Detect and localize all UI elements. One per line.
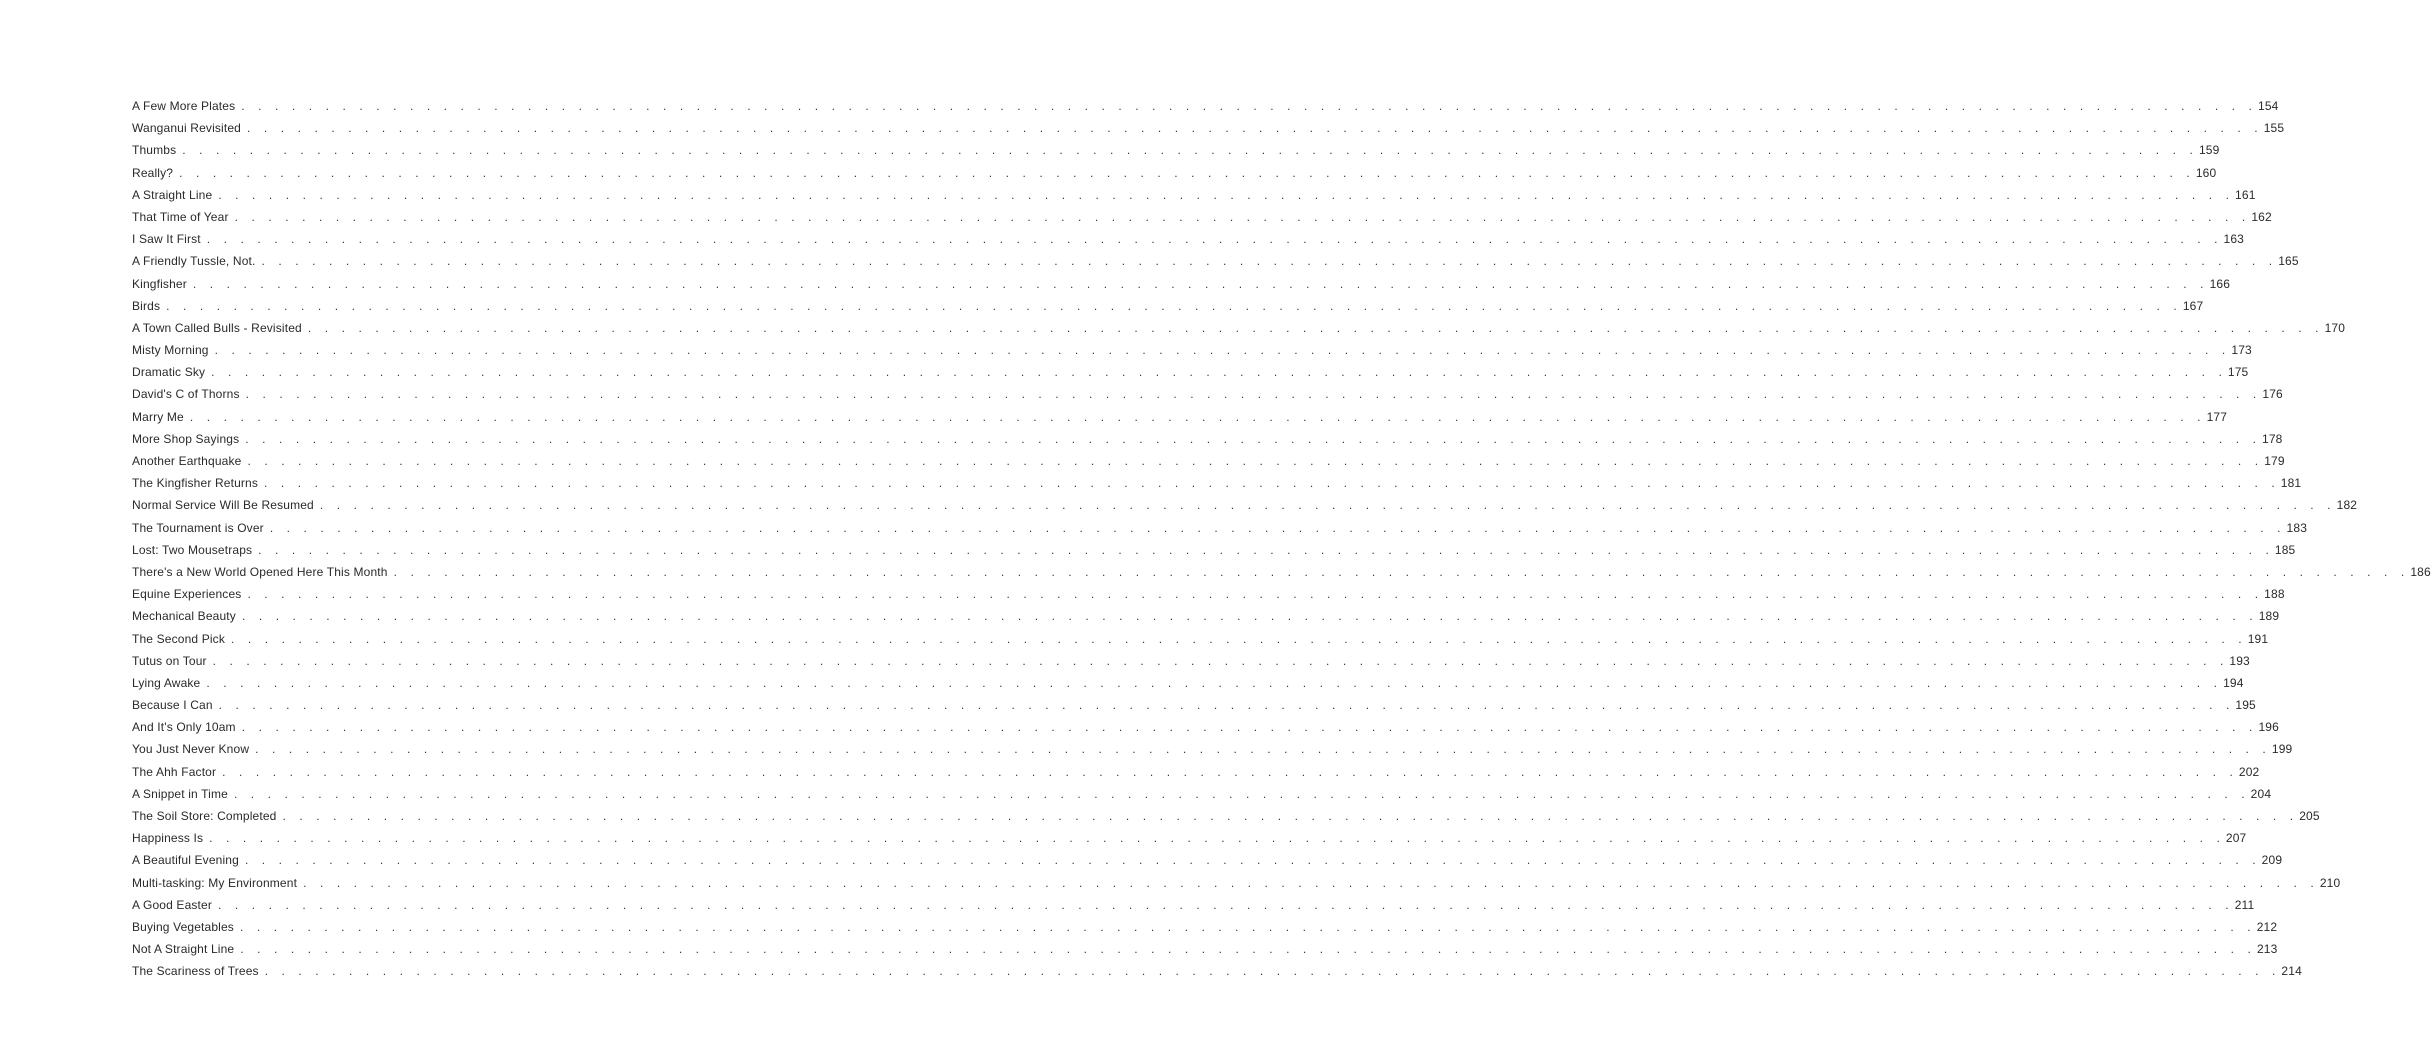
toc-entry-title: A Friendly Tussle, Not.: [132, 254, 256, 269]
toc-entry-page-number: 204: [2250, 786, 2272, 801]
toc-entry[interactable]: [132, 276, 2231, 299]
dot-leader: . . . . . . . . . . . . . . . . . . . . . . . . . . . . . . . . . . . . . . . . . . . . . . . . . . . . . . . . . . . . . . . . . . . . . . . . . . . . . . . . . . . . . . . . . . . . . . . . . . . . . . . . . . . . . . . . . . . . . . . .: [282, 809, 2299, 823]
dot-leader: . . . . . . . . . . . . . . . . . . . . . . . . . . . . . . . . . . . . . . . . . . . . . . . . . . . . . . . . . . . . . . . . . . . . . . . . . . . . . . . . . . . . . . . . . . . . . . . . . . . . . . . . . . . . . . . . . . . . . . . .: [182, 143, 2198, 158]
dot-leader: . . . . . . . . . . . . . . . . . . . . . . . . . . . . . . . . . . . . . . . . . . . . . . . . . . . . . . . . . . . . . . . . . . . . . . . . . . . . . . . . . . . . . . . . . . . . . . . . . . . . . . . . . . . . . . . . . . . . . . . .: [241, 609, 2258, 624]
toc-entry-title: Not A Straight Line: [132, 942, 235, 957]
toc-entry[interactable]: [132, 675, 2244, 698]
toc-entry-title: Multi-tasking: My Environment: [132, 875, 298, 890]
toc-entry-title: The Ahh Factor: [132, 764, 217, 779]
toc-entry[interactable]: [132, 431, 2283, 454]
toc-entry-page-number: 181: [2280, 476, 2302, 491]
toc-entry[interactable]: [132, 498, 2358, 520]
toc-entry[interactable]: [132, 564, 2431, 587]
dot-leader: . . . . . . . . . . . . . . . . . . . . . . . . . . . . . . . . . . . . . . . . . . . . . . . . . . . . . . . . . . . . . . . . . . . . . . . . . . . . . . . . . . . . . . . . . . . . . . . . . . . . . . . . . . . . . . . . . . . . . . . .: [214, 343, 2231, 358]
toc-entry-page-number: 175: [2227, 365, 2249, 380]
toc-entry-page-number: 170: [2324, 320, 2346, 335]
toc-entry[interactable]: [132, 786, 2272, 809]
toc-entry-page-number: 176: [2262, 387, 2283, 402]
toc-entry-title: Misty Morning: [132, 343, 209, 358]
toc-entry-page-number: 210: [2319, 875, 2341, 890]
toc-entry-title: Really?: [132, 165, 174, 180]
toc-entry[interactable]: [132, 720, 2279, 742]
toc-entry[interactable]: [132, 298, 2204, 321]
dot-leader: . . . . . . . . . . . . . . . . . . . . . . . . . . . . . . . . . . . . . . . . . . . . . . . . . . . . . . . . . . . . . . . . . . . . . . . . . . . . . . . . . . . . . . . . . . . . . . . . . . . . . . . . . . . . . . . . . . . . . . . .: [303, 875, 2319, 890]
toc-entry-title: Another Earthquake: [132, 454, 242, 468]
dot-leader: . . . . . . . . . . . . . . . . . . . . . . . . . . . . . . . . . . . . . . . . . . . . . . . . . . . . . . . . . . . . . . . . . . . . . . . . . . . . . . . . . . . . . . . . . . . . . . . . . . . . . . . . . . . . . . . . . . . . . . . .: [212, 653, 2229, 668]
toc-entry-title: David's C of Thorns: [132, 387, 240, 402]
toc-entry-title: The Soil Store: Completed: [132, 809, 277, 823]
table-of-contents: [132, 99, 2431, 987]
toc-entry-page-number: 155: [2263, 121, 2285, 136]
toc-entry-page-number: 205: [2299, 809, 2320, 823]
toc-entry[interactable]: [132, 165, 2217, 188]
toc-entry-title: That Time of Year: [132, 209, 229, 224]
dot-leader: . . . . . . . . . . . . . . . . . . . . . . . . . . . . . . . . . . . . . . . . . . . . . . . . . . . . . . . . . . . . . . . . . . . . . . . . . . . . . . . . . . . . . . . . . . . . . . . . . . . . . . . . . . . . . . . . . . . . . . . .: [222, 764, 2238, 779]
toc-entry[interactable]: [132, 409, 2228, 432]
toc-entry-title: Normal Service Will Be Resumed: [132, 498, 314, 513]
toc-entry[interactable]: [132, 853, 2283, 875]
toc-entry-page-number: 199: [2271, 742, 2293, 757]
toc-entry[interactable]: [132, 454, 2285, 476]
toc-entry-page-number: 185: [2274, 542, 2296, 557]
toc-entry-page-number: 163: [2223, 232, 2244, 247]
toc-entry-title: Lying Awake: [132, 675, 201, 690]
toc-entry-title: Birds: [132, 298, 161, 313]
dot-leader: . . . . . . . . . . . . . . . . . . . . . . . . . . . . . . . . . . . . . . . . . . . . . . . . . . . . . . . . . . . . . . . . . . . . . . . . . . . . . . . . . . . . . . . . . . . . . . . . . . . . . . . . . . . . . . . . . . . . . . . .: [269, 520, 2286, 535]
toc-entry[interactable]: [132, 919, 2278, 942]
dot-leader: . . . . . . . . . . . . . . . . . . . . . . . . . . . . . . . . . . . . . . . . . . . . . . . . . . . . . . . . . . . . . . . . . . . . . . . . . . . . . . . . . . . . . . . . . . . . . . . . . . . . . . . . . . . . . . . . . . . . . . . .: [241, 99, 2257, 113]
dot-leader: . . . . . . . . . . . . . . . . . . . . . . . . . . . . . . . . . . . . . . . . . . . . . . . . . . . . . . . . . . . . . . . . . . . . . . . . . . . . . . . . . . . . . . . . . . . . . . . . . . . . . . . . . . . . . . . . . . . . . . . .: [261, 254, 2278, 269]
toc-entry-title: A Straight Line: [132, 187, 213, 202]
toc-entry-title: Tutus on Tour: [132, 653, 207, 668]
toc-entry-title: A Few More Plates: [132, 99, 236, 113]
toc-entry-title: Lost: Two Mousetraps: [132, 542, 253, 557]
toc-entry[interactable]: [132, 897, 2255, 920]
toc-entry[interactable]: [132, 542, 2296, 565]
dot-leader: . . . . . . . . . . . . . . . . . . . . . . . . . . . . . . . . . . . . . . . . . . . . . . . . . . . . . . . . . . . . . . . . . . . . . . . . . . . . . . . . . . . . . . . . . . . . . . . . . . . . . . . . . . . . . . . . . . . . . . . .: [218, 698, 2235, 713]
dot-leader: . . . . . . . . . . . . . . . . . . . . . . . . . . . . . . . . . . . . . . . . . . . . . . . . . . . . . . . . . . . . . . . . . . . . . . . . . . . . . . . . . . . . . . . . . . . . . . . . . . . . . . . . . . . . . . . . . . . . . . . .: [218, 897, 2234, 912]
dot-leader: . . . . . . . . . . . . . . . . . . . . . . . . . . . . . . . . . . . . . . . . . . . . . . . . . . . . . . . . . . . . . . . . . . . . . . . . . . . . . . . . . . . . . . . . . . . . . . . . . . . . . . . . . . . . . . . . . . . . . . . .: [192, 276, 2209, 291]
toc-entry[interactable]: [132, 942, 2278, 964]
toc-entry-title: Buying Vegetables: [132, 919, 234, 934]
toc-entry-page-number: 166: [2209, 276, 2231, 291]
toc-entry[interactable]: [132, 209, 2272, 232]
toc-entry-page-number: 159: [2198, 143, 2220, 158]
toc-entry-title: There's a New World Opened Here This Month: [132, 564, 388, 579]
toc-entry-page-number: 160: [2195, 165, 2217, 180]
toc-entry-title: Because I Can: [132, 698, 213, 713]
toc-entry-page-number: 207: [2225, 831, 2247, 846]
toc-entry-page-number: 193: [2229, 653, 2250, 668]
toc-entry[interactable]: [132, 698, 2256, 720]
dot-leader: . . . . . . . . . . . . . . . . . . . . . . . . . . . . . . . . . . . . . . . . . . . . . . . . . . . . . . . . . . . . . . . . . . . . . . . . . . . . . . . . . . . . . . . . . . . . . . . . . . . . . . . . . . . . . . . . . . . . . . . .: [189, 409, 2206, 424]
toc-entry[interactable]: [132, 809, 2320, 831]
dot-leader: . . . . . . . . . . . . . . . . . . . . . . . . . . . . . . . . . . . . . . . . . . . . . . . . . . . . . . . . . . . . . . . . . . . . . . . . . . . . . . . . . . . . . . . . . . . . . . . . . . . . . . . . . . . . . . . . . . . . . . . .: [241, 720, 2258, 735]
dot-leader: . . . . . . . . . . . . . . . . . . . . . . . . . . . . . . . . . . . . . . . . . . . . . . . . . . . . . . . . . . . . . . . . . . . . . . . . . . . . . . . . . . . . . . . . . . . . . . . . . . . . . . . . . . . . . . . . . . . . . . . .: [258, 542, 2274, 557]
dot-leader: . . . . . . . . . . . . . . . . . . . . . . . . . . . . . . . . . . . . . . . . . . . . . . . . . . . . . . . . . . . . . . . . . . . . . . . . . . . . . . . . . . . . . . . . . . . . . . . . . . . . . . . . . . . . . . . . . . . . . . . .: [209, 831, 2225, 846]
toc-entry[interactable]: [132, 476, 2302, 498]
dot-leader: . . . . . . . . . . . . . . . . . . . . . . . . . . . . . . . . . . . . . . . . . . . . . . . . . . . . . . . . . . . . . . . . . . . . . . . . . . . . . . . . . . . . . . . . . . . . . . . . . . . . . . . . . . . . . . . . . . . . . . . .: [264, 964, 2281, 979]
toc-entry-page-number: 194: [2223, 675, 2244, 690]
toc-entry-title: More Shop Sayings: [132, 431, 240, 446]
toc-entry-title: Kingfisher: [132, 276, 187, 291]
toc-entry-title: The Second Pick: [132, 631, 225, 646]
toc-entry[interactable]: [132, 831, 2247, 853]
toc-entry-title: A Snippet in Time: [132, 786, 228, 801]
toc-entry-page-number: 196: [2258, 720, 2279, 735]
toc-entry-title: Wanganui Revisited: [132, 121, 241, 136]
toc-entry-title: A Town Called Bulls - Revisited: [132, 320, 302, 335]
dot-leader: . . . . . . . . . . . . . . . . . . . . . . . . . . . . . . . . . . . . . . . . . . . . . . . . . . . . . . . . . . . . . . . . . . . . . . . . . . . . . . . . . . . . . . . . . . . . . . . . . . . . . . . . . . . . . . . . . . . . . . . .: [233, 786, 2250, 801]
toc-entry-page-number: 202: [2238, 764, 2260, 779]
toc-entry-title: The Scariness of Trees: [132, 964, 259, 979]
toc-entry-page-number: 183: [2286, 520, 2308, 535]
toc-entry-title: The Kingfisher Returns: [132, 476, 259, 491]
toc-entry[interactable]: [132, 653, 2250, 676]
toc-entry-page-number: 214: [2281, 964, 2302, 979]
dot-leader: . . . . . . . . . . . . . . . . . . . . . . . . . . . . . . . . . . . . . . . . . . . . . . . . . . . . . . . . . . . . . . . . . . . . . . . . . . . . . . . . . . . . . . . . . . . . . . . . . . . . . . . . . . . . . . . . . . . . . . . .: [239, 919, 2256, 934]
toc-entry[interactable]: [132, 320, 2346, 343]
toc-entry-title: You Just Never Know: [132, 742, 250, 757]
toc-entry[interactable]: [132, 520, 2308, 543]
toc-entry-title: The Tournament is Over: [132, 520, 264, 535]
toc-entry-page-number: 177: [2206, 409, 2228, 424]
toc-entry[interactable]: [132, 232, 2244, 254]
toc-entry[interactable]: [132, 875, 2341, 898]
toc-entry[interactable]: [132, 609, 2280, 631]
toc-entry-page-number: 191: [2247, 631, 2269, 646]
dot-leader: . . . . . . . . . . . . . . . . . . . . . . . . . . . . . . . . . . . . . . . . . . . . . . . . . . . . . . . . . . . . . . . . . . . . . . . . . . . . . . . . . . . . . . . . . . . . . . . . . . . . . . . . . . . . . . . . . . . . . . . .: [264, 476, 2280, 491]
toc-entry[interactable]: [132, 764, 2260, 787]
dot-leader: . . . . . . . . . . . . . . . . . . . . . . . . . . . . . . . . . . . . . . . . . . . . . . . . . . . . . . . . . . . . . . . . . . . . . . . . . . . . . . . . . . . . . . . . . . . . . . . . . . . . . . . . . . . . . . . . . . . . . . . .: [230, 631, 2247, 646]
toc-entry-page-number: 182: [2336, 498, 2358, 513]
dot-leader: . . . . . . . . . . . . . . . . . . . . . . . . . . . . . . . . . . . . . . . . . . . . . . . . . . . . . . . . . . . . . . . . . . . . . . . . . . . . . . . . . . . . . . . . . . . . . . . . . . . . . . . . . . . . . . . . . . . . . . . .: [234, 209, 2251, 224]
toc-entry-page-number: 165: [2278, 254, 2299, 269]
toc-entry-page-number: 179: [2264, 454, 2285, 468]
dot-leader: . . . . . . . . . . . . . . . . . . . . . . . . . . . . . . . . . . . . . . . . . . . . . . . . . . . . . . . . . . . . . . . . . . . . . . . . . . . . . . . . . . . . . . . . . . . . . . . . . . . . . . . . . . . . . . . . . . . . . . . .: [393, 564, 2410, 579]
toc-entry-title: Marry Me: [132, 409, 184, 424]
toc-entry-page-number: 173: [2231, 343, 2252, 358]
dot-leader: . . . . . . . . . . . . . . . . . . . . . . . . . . . . . . . . . . . . . . . . . . . . . . . . . . . . . . . . . . . . . . . . . . . . . . . . . . . . . . . . . . . . . . . . . . . . . . . . . . . . . . . . . . . . . . . . . . . . . . . .: [319, 498, 2336, 513]
dot-leader: . . . . . . . . . . . . . . . . . . . . . . . . . . . . . . . . . . . . . . . . . . . . . . . . . . . . . . . . . . . . . . . . . . . . . . . . . . . . . . . . . . . . . . . . . . . . . . . . . . . . . . . . . . . . . . . . . . . . . . . .: [179, 165, 2195, 180]
dot-leader: . . . . . . . . . . . . . . . . . . . . . . . . . . . . . . . . . . . . . . . . . . . . . . . . . . . . . . . . . . . . . . . . . . . . . . . . . . . . . . . . . . . . . . . . . . . . . . . . . . . . . . . . . . . . . . . . . . . . . . . .: [211, 365, 2227, 380]
toc-entry-title: Dramatic Sky: [132, 365, 206, 380]
toc-entry-page-number: 188: [2264, 587, 2285, 602]
toc-entry-title: Thumbs: [132, 143, 177, 158]
dot-leader: . . . . . . . . . . . . . . . . . . . . . . . . . . . . . . . . . . . . . . . . . . . . . . . . . . . . . . . . . . . . . . . . . . . . . . . . . . . . . . . . . . . . . . . . . . . . . . . . . . . . . . . . . . . . . . . . . . . . . . . .: [255, 742, 2271, 757]
dot-leader: . . . . . . . . . . . . . . . . . . . . . . . . . . . . . . . . . . . . . . . . . . . . . . . . . . . . . . . . . . . . . . . . . . . . . . . . . . . . . . . . . . . . . . . . . . . . . . . . . . . . . . . . . . . . . . . . . . . . . . . .: [245, 431, 2262, 446]
dot-leader: . . . . . . . . . . . . . . . . . . . . . . . . . . . . . . . . . . . . . . . . . . . . . . . . . . . . . . . . . . . . . . . . . . . . . . . . . . . . . . . . . . . . . . . . . . . . . . . . . . . . . . . . . . . . . . . . . . . . . . . .: [247, 587, 2264, 602]
toc-entry-title: A Beautiful Evening: [132, 853, 239, 868]
toc-entry-page-number: 209: [2261, 853, 2283, 868]
dot-leader: . . . . . . . . . . . . . . . . . . . . . . . . . . . . . . . . . . . . . . . . . . . . . . . . . . . . . . . . . . . . . . . . . . . . . . . . . . . . . . . . . . . . . . . . . . . . . . . . . . . . . . . . . . . . . . . . . . . . . . . .: [240, 942, 2256, 957]
toc-entry[interactable]: [132, 254, 2299, 276]
dot-leader: . . . . . . . . . . . . . . . . . . . . . . . . . . . . . . . . . . . . . . . . . . . . . . . . . . . . . . . . . . . . . . . . . . . . . . . . . . . . . . . . . . . . . . . . . . . . . . . . . . . . . . . . . . . . . . . . . . . . . . . .: [246, 121, 2263, 136]
toc-entry[interactable]: [132, 742, 2293, 764]
toc-entry[interactable]: [132, 343, 2252, 365]
dot-leader: . . . . . . . . . . . . . . . . . . . . . . . . . . . . . . . . . . . . . . . . . . . . . . . . . . . . . . . . . . . . . . . . . . . . . . . . . . . . . . . . . . . . . . . . . . . . . . . . . . . . . . . . . . . . . . . . . . . . . . . .: [245, 387, 2262, 402]
toc-entry[interactable]: [132, 121, 2285, 143]
toc-entry-page-number: 167: [2182, 298, 2204, 313]
toc-entry-title: A Good Easter: [132, 897, 212, 912]
toc-entry[interactable]: [132, 99, 2279, 121]
toc-entry-page-number: 161: [2235, 187, 2256, 202]
toc-entry-page-number: 212: [2256, 919, 2278, 934]
toc-entry[interactable]: [132, 187, 2256, 210]
toc-entry[interactable]: [132, 587, 2285, 609]
toc-entry[interactable]: [132, 964, 2302, 986]
dot-leader: . . . . . . . . . . . . . . . . . . . . . . . . . . . . . . . . . . . . . . . . . . . . . . . . . . . . . . . . . . . . . . . . . . . . . . . . . . . . . . . . . . . . . . . . . . . . . . . . . . . . . . . . . . . . . . . . . . . . . . . .: [247, 454, 2264, 468]
dot-leader: . . . . . . . . . . . . . . . . . . . . . . . . . . . . . . . . . . . . . . . . . . . . . . . . . . . . . . . . . . . . . . . . . . . . . . . . . . . . . . . . . . . . . . . . . . . . . . . . . . . . . . . . . . . . . . . . . . . . . . . .: [166, 298, 2182, 313]
toc-entry-page-number: 195: [2235, 698, 2256, 713]
dot-leader: . . . . . . . . . . . . . . . . . . . . . . . . . . . . . . . . . . . . . . . . . . . . . . . . . . . . . . . . . . . . . . . . . . . . . . . . . . . . . . . . . . . . . . . . . . . . . . . . . . . . . . . . . . . . . . . . . . . . . . . .: [307, 320, 2324, 335]
toc-entry-page-number: 211: [2234, 897, 2255, 912]
toc-entry-title: And It's Only 10am: [132, 720, 236, 735]
toc-entry-page-number: 213: [2256, 942, 2278, 957]
dot-leader: . . . . . . . . . . . . . . . . . . . . . . . . . . . . . . . . . . . . . . . . . . . . . . . . . . . . . . . . . . . . . . . . . . . . . . . . . . . . . . . . . . . . . . . . . . . . . . . . . . . . . . . . . . . . . . . . . . . . . . . .: [244, 853, 2261, 868]
toc-entry-page-number: 162: [2251, 209, 2272, 224]
toc-entry[interactable]: [132, 387, 2283, 409]
dot-leader: . . . . . . . . . . . . . . . . . . . . . . . . . . . . . . . . . . . . . . . . . . . . . . . . . . . . . . . . . . . . . . . . . . . . . . . . . . . . . . . . . . . . . . . . . . . . . . . . . . . . . . . . . . . . . . . . . . . . . . . .: [206, 675, 2223, 690]
toc-entry-title: Mechanical Beauty: [132, 609, 236, 624]
toc-entry[interactable]: [132, 143, 2220, 165]
toc-entry-page-number: 154: [2258, 99, 2279, 113]
toc-entry-title: Equine Experiences: [132, 587, 242, 602]
toc-entry-title: I Saw It First: [132, 232, 201, 247]
toc-entry-page-number: 186: [2410, 564, 2431, 579]
dot-leader: . . . . . . . . . . . . . . . . . . . . . . . . . . . . . . . . . . . . . . . . . . . . . . . . . . . . . . . . . . . . . . . . . . . . . . . . . . . . . . . . . . . . . . . . . . . . . . . . . . . . . . . . . . . . . . . . . . . . . . . .: [206, 232, 2223, 247]
toc-entry[interactable]: [132, 631, 2269, 654]
toc-entry[interactable]: [132, 365, 2249, 387]
toc-entry-page-number: 178: [2262, 431, 2283, 446]
toc-entry-page-number: 189: [2258, 609, 2280, 624]
dot-leader: . . . . . . . . . . . . . . . . . . . . . . . . . . . . . . . . . . . . . . . . . . . . . . . . . . . . . . . . . . . . . . . . . . . . . . . . . . . . . . . . . . . . . . . . . . . . . . . . . . . . . . . . . . . . . . . . . . . . . . . .: [218, 187, 2235, 202]
toc-entry-title: Happiness Is: [132, 831, 204, 846]
